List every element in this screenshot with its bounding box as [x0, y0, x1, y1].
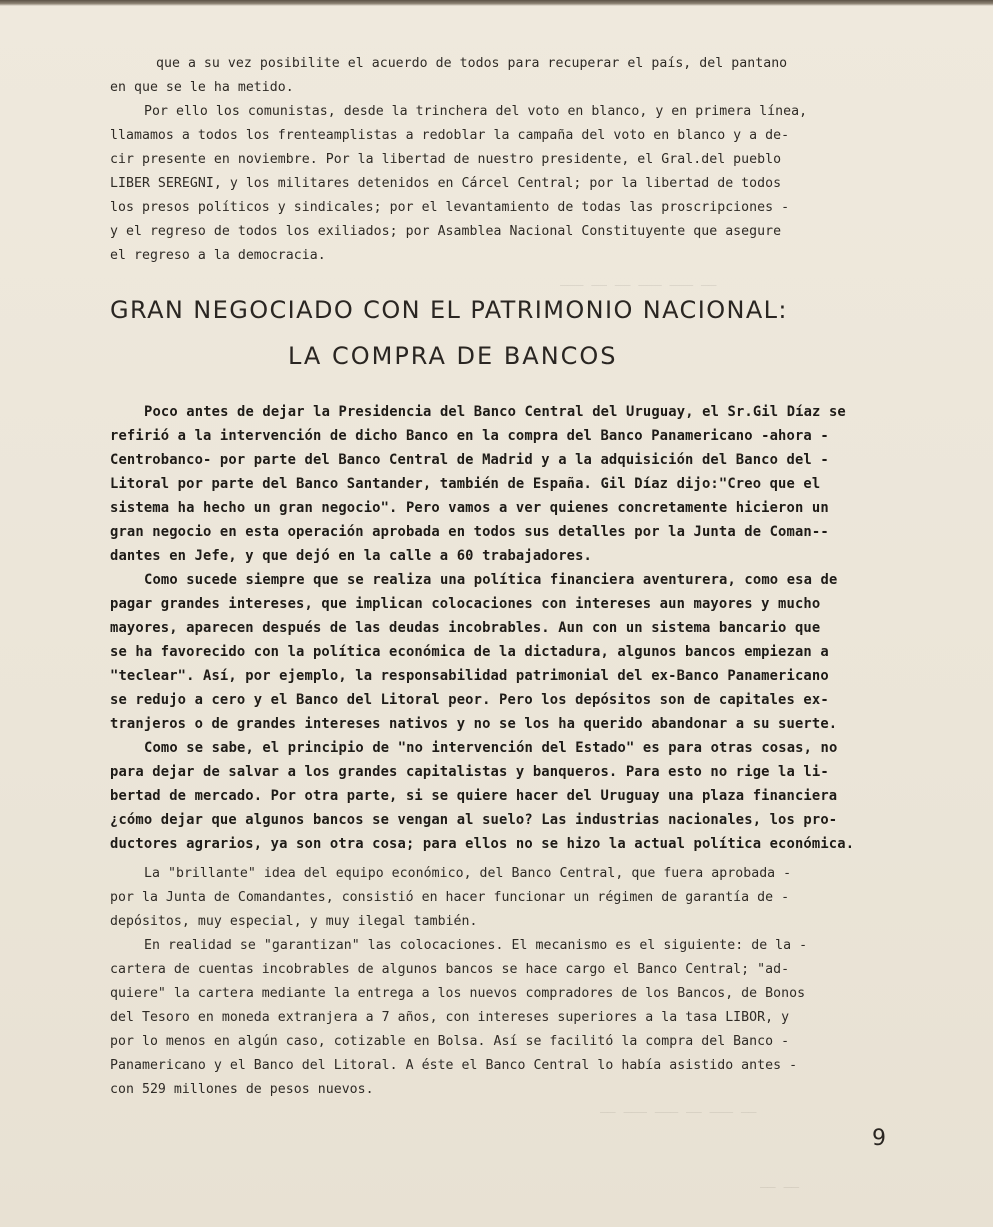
text-line: quiere" la cartera mediante la entrega a los nuevos compradores de los Bancos, de Bonos [110, 986, 806, 1001]
text-line: por la Junta de Comandantes, consistió en hacer funcionar un régimen de garantía de - [110, 890, 790, 905]
text-line: sistema ha hecho un gran negocio". Pero vamos a ver quienes concretamente hicieron un [110, 500, 829, 516]
intro-paragraph [110, 52, 890, 268]
bleed-through-text: —— ——— —— ——— ——— —— [600, 1105, 757, 1120]
text-line: ¿cómo dejar que algunos bancos se vengan al suelo? Las industrias nacionales, los pro- [110, 812, 838, 828]
text-line: que a su vez posibilite el acuerdo de todos para recuperar el país, del pantano [156, 56, 788, 71]
text-line: bertad de mercado. Por otra parte, si se quiere hacer del Uruguay una plaza financiera [110, 788, 838, 804]
text-line: Litoral por parte del Banco Santander, también de España. Gil Díaz dijo:"Creo que el [110, 476, 821, 492]
text-line: se redujo a cero y el Banco del Litoral peor. Pero los depósitos son de capitales ex- [110, 692, 829, 708]
text-line: Panamericano y el Banco del Litoral. A éste el Banco Central lo había asistido antes - [110, 1058, 798, 1073]
text-line: cir presente en noviembre. Por la libertad de nuestro presidente, el Gral.del pueblo [110, 152, 782, 167]
text-line: tranjeros o de grandes intereses nativos y no se los ha querido abandonar a su suerte. [110, 716, 838, 732]
text-line: Como se sabe, el principio de "no intervención del Estado" es para otras cosas, no [144, 740, 838, 756]
text-line: dantes en Jefe, y que dejó en la calle a 60 trabajadores. [110, 548, 593, 564]
text-line: para dejar de salvar a los grandes capitalistas y banqueros. Para esto no rige la li- [110, 764, 829, 780]
text-line: el regreso a la democracia. [110, 248, 326, 263]
text-line: Por ello los comunistas, desde la trinchera del voto en blanco, y en primera línea, [144, 104, 808, 119]
text-line: ductores agrarios, ya son otra cosa; para ellos no se hizo la actual política económica. [110, 836, 855, 852]
text-line: mayores, aparecen después de las deudas incobrables. Aun con un sistema bancario que [110, 620, 821, 636]
text-line: los presos políticos y sindicales; por el levantamiento de todas las proscripciones - [110, 200, 790, 215]
text-line: depósitos, muy especial, y muy ilegal también. [110, 914, 478, 929]
bleed-through-text: —— ——— ——— —— —— ——— [560, 278, 717, 293]
text-line: con 529 millones de pesos nuevos. [110, 1082, 374, 1097]
text-line: Centrobanco- por parte del Banco Central de Madrid y a la adquisición del Banco del - [110, 452, 829, 468]
page-number: 9 [872, 1126, 886, 1151]
text-line: "teclear". Así, por ejemplo, la responsabilidad patrimonial del ex-Banco Panamericano [110, 668, 829, 684]
text-line: Poco antes de dejar la Presidencia del Banco Central del Uruguay, el Sr.Gil Díaz se [144, 404, 846, 420]
article-body-light [110, 862, 890, 1102]
text-line: llamamos a todos los frenteamplistas a redoblar la campaña del voto en blanco y a de- [110, 128, 790, 143]
text-line: y el regreso de todos los exiliados; por Asamblea Nacional Constituyente que asegure [110, 224, 782, 239]
text-line: Como sucede siempre que se realiza una política financiera aventurera, como esa de [144, 572, 838, 588]
text-line: del Tesoro en moneda extranjera a 7 años, con intereses superiores a la tasa LIBOR, y [110, 1010, 790, 1025]
text-line: pagar grandes intereses, que implican colocaciones con intereses aun mayores y mucho [110, 596, 821, 612]
text-line: La "brillante" idea del equipo económico, del Banco Central, que fuera aprobada - [144, 866, 792, 881]
text-line: gran negocio en esta operación aprobada en todos sus detalles por la Junta de Coman-- [110, 524, 829, 540]
text-line: cartera de cuentas incobrables de algunos bancos se hace cargo el Banco Central; "ad- [110, 962, 790, 977]
text-line: en que se le ha metido. [110, 80, 294, 95]
section-heading-line-1: GRAN NEGOCIADO CON EL PATRIMONIO NACIONAL: [110, 296, 788, 324]
text-line: LIBER SEREGNI, y los militares detenidos en Cárcel Central; por la libertad de todos [110, 176, 782, 191]
text-line: se ha favorecido con la política económica de la dictadura, algunos bancos empiezan a [110, 644, 829, 660]
text-line: En realidad se "garantizan" las colocaciones. El mecanismo es el siguiente: de la - [144, 938, 808, 953]
section-heading-line-2: LA COMPRA DE BANCOS [288, 342, 618, 370]
bleed-through-text: —— —— [760, 1180, 800, 1195]
top-edge-shadow [0, 0, 993, 6]
text-line: por lo menos en algún caso, cotizable en Bolsa. Así se facilitó la compra del Banco - [110, 1034, 790, 1049]
text-line: refirió a la intervención de dicho Banco en la compra del Banco Panamericano -ahora - [110, 428, 829, 444]
article-body-bold [110, 400, 890, 856]
